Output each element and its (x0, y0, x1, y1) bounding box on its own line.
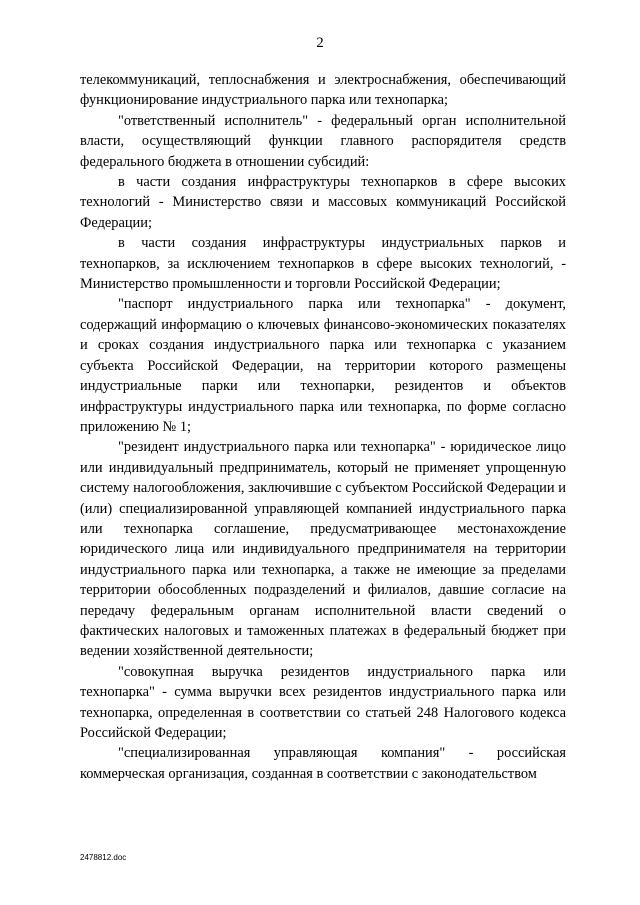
page-number: 2 (316, 35, 324, 51)
document-code: 2478812.doc (80, 853, 127, 862)
paragraph-high-tech-ministry: в части создания инфраструктуры технопарков в сфере высоких технологий - Министерство связи и массовых коммуникаций Российской Федерации; (80, 174, 566, 231)
paragraph-managing-company-definition: "специализированная управляющая компания" - российская коммерческая организация, созданная в соответствии с законодательством (80, 745, 566, 782)
paragraph-industry-ministry: в части создания инфраструктуры индустриальных парков и технопарков, за исключением технопарков в сфере высоких технологий, - Министерство промышленности и торговли Российской Федерации; (80, 235, 566, 293)
paragraph-resident-definition: "резидент индустриального парка или технопарка" - юридическое лицо или индивидуальный предприниматель, который не применяет упрощенную систему налогообложения, заключившие с субъектом Российской Федерации и (или) специализированной управляющей компанией индустриального парка или технопарка соглашение, предусматривающее местонахождение юридического лица или индивидуального предпринимателя на территории индустриального парка или технопарка, а также не имеющие за пределами территории обособленных подразделений и филиалов, давшие согласие на передачу федеральным органам исполнительной власти сведений о фактических налоговых и таможенных платежах в федеральный бюджет при ведении хозяйственной деятельности; (80, 439, 566, 660)
paragraph-total-revenue-definition: "совокупная выручка резидентов индустриального парка или технопарка" - сумма выручки всех резидентов индустриального парка или технопарка, определенная в соответствии со статьей 248 Налогового кодекса Российской Федерации; (80, 663, 566, 741)
paragraph-continuation: телекоммуникаций, теплоснабжения и электроснабжения, обеспечивающий функционирование индустриального парка или технопарка; (80, 72, 566, 109)
paragraph-passport-definition: "паспорт индустриального парка или технопарка" - документ, содержащий информацию о ключевых финансово-экономических показателях и сроках создания индустриального парка или технопарка с указанием субъекта Российской Федерации, на территории которого размещены индустриальные парки или технопарки, резидентов и объектов инфраструктуры индустриального парка или технопарка, по форме согласно приложению № 1; (80, 296, 566, 435)
document-body (80, 70, 566, 784)
paragraph-responsible-executor: "ответственный исполнитель" - федеральный орган исполнительной власти, осуществляющий функции главного распорядителя средств федерального бюджета в отношении субсидий: (80, 112, 566, 170)
